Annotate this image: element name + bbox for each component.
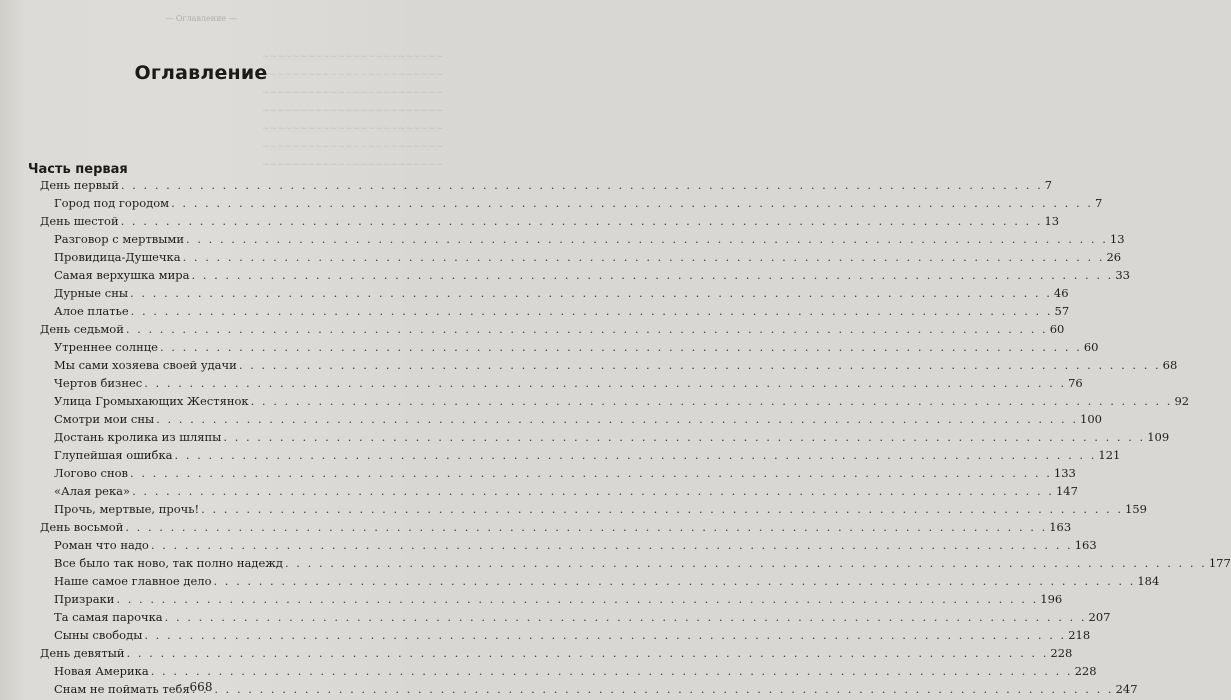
toc-day-entry [40, 518, 1072, 536]
toc-entry-title: Достань кролика из шляпы [54, 430, 222, 444]
toc-leader-dots [151, 662, 1073, 680]
toc-entry-page: 68 [1162, 358, 1178, 372]
toc-leader-dots [223, 428, 1145, 446]
toc-leader-dots [160, 338, 1082, 356]
toc-entry-title: Прочь, мертвые, прочь! [54, 502, 200, 516]
page-title: Оглавление [134, 62, 268, 84]
toc-leader-dots [116, 590, 1038, 608]
toc-entry-page: 121 [1098, 448, 1121, 462]
toc-leader-dots [130, 464, 1052, 482]
toc-leader-dots [125, 518, 1047, 536]
toc-entry-title: Логово снов [54, 466, 129, 480]
toc-leader-dots [239, 356, 1161, 374]
toc-entry-page: 163 [1049, 520, 1072, 534]
toc-chapter-entry [54, 662, 1097, 680]
toc-leader-dots [144, 626, 1066, 644]
toc-entry-title: Дурные сны [54, 286, 129, 300]
toc-entry-page: 100 [1080, 412, 1102, 426]
toc-entry-page: 228 [1074, 664, 1097, 678]
toc-chapter-entry [54, 284, 1069, 302]
toc-entry-title: Самая верхушка мира [54, 268, 190, 282]
toc-chapter-entry [54, 428, 1170, 446]
toc-entry-title: Глупейшая ошибка [54, 448, 173, 462]
toc-entry-title: Призраки [54, 592, 115, 606]
toc-entry-page: 76 [1068, 376, 1083, 390]
toc-leader-dots [130, 284, 1052, 302]
running-head-bleedthrough: — Оглавление — [165, 14, 237, 23]
toc-entry-title: Наше самое главное дело [54, 574, 212, 588]
toc-chapter-entry [54, 266, 1130, 284]
toc-entry-title: День восьмой [40, 520, 124, 534]
toc-entry-title: Смотри мои сны [54, 412, 155, 426]
part-heading: Часть первая [28, 162, 128, 177]
toc-entry-page: 207 [1088, 610, 1111, 624]
toc-entry-title: Чертов бизнес [54, 376, 143, 390]
toc-day-entry [40, 644, 1073, 662]
toc-leader-dots [121, 176, 1043, 194]
toc-entry-page: 163 [1074, 538, 1097, 552]
toc-entry-page: 46 [1053, 286, 1069, 300]
toc-leader-dots [201, 500, 1123, 518]
toc-entry-page: 228 [1050, 646, 1073, 660]
bleed-through-text: ~~~~~~~~~~~~~~~~~~~~~~~~ ~~~~~~~~~~~~~~~~~~~~~~~~ ~~~~~~~~~~~~~~~~~~~~~~~~ ~~~~~~~~~~~~~~~~~~~~~~~~ ~~~~~~~~~~~~~~~~~~~~~~~~ ~~~~~~~~~~~~~~~~~~~~~~~~ ~~~~~~~~~~~~~~~~~~~~~~~~ [262, 52, 443, 170]
page-number: 668 [189, 680, 213, 694]
toc-entry-page: 147 [1055, 484, 1078, 498]
toc-entry-page: 92 [1174, 394, 1190, 408]
toc-entry-page: 247 [1115, 682, 1138, 696]
toc-chapter-entry [54, 392, 1190, 410]
toc-leader-dots [127, 644, 1049, 662]
toc-entry-title: День седьмой [40, 322, 124, 336]
toc-entry-page: 133 [1053, 466, 1076, 480]
toc-entry-title: Все было так ново, так полно надежд [54, 556, 283, 570]
toc-entry-title: Сыны свободы [54, 628, 143, 642]
toc-entry-page: 13 [1109, 232, 1125, 246]
toc-entry-title: День шестой [40, 214, 119, 228]
toc-leader-dots [126, 320, 1048, 338]
toc-chapter-entry [54, 194, 1103, 212]
toc-leader-dots [214, 572, 1136, 590]
toc-entry-title: Новая Америка [54, 664, 149, 678]
toc-chapter-entry [54, 248, 1122, 266]
toc-entry-title: Алое платье [54, 304, 129, 318]
toc-day-entry [40, 176, 1053, 194]
toc-entry-page: 57 [1054, 304, 1070, 318]
toc-entry-page: 109 [1147, 430, 1170, 444]
toc-entry-title: Утреннее солнце [54, 340, 158, 354]
toc-chapter-entry [54, 590, 1063, 608]
toc-day-entry [40, 320, 1065, 338]
toc-entry-page: 159 [1125, 502, 1147, 516]
toc-entry-page: 33 [1115, 268, 1130, 282]
toc-leader-dots [131, 302, 1053, 320]
toc-chapter-entry [54, 500, 1147, 518]
toc-chapter-entry [54, 356, 1178, 374]
toc-chapter-entry [54, 626, 1091, 644]
toc-entry-title: Мы сами хозяева своей удачи [54, 358, 237, 372]
toc-entry-page: 218 [1068, 628, 1091, 642]
toc-leader-dots [175, 446, 1097, 464]
toc-leader-dots [285, 554, 1207, 572]
toc-chapter-entry [54, 572, 1160, 590]
toc-leader-dots [251, 392, 1173, 410]
toc-chapter-entry [54, 554, 1231, 572]
toc-leader-dots [191, 266, 1113, 284]
toc-entry-page: 26 [1106, 250, 1122, 264]
toc-leader-dots [183, 248, 1105, 266]
toc-chapter-entry [54, 446, 1121, 464]
toc-entry-title: Улица Громыхающих Жестянок [54, 394, 249, 408]
toc-entry-page: 7 [1094, 196, 1103, 210]
toc-chapter-entry [54, 338, 1099, 356]
toc-entry-title: Та самая парочка [54, 610, 163, 624]
toc-day-entry [40, 212, 1060, 230]
toc-entry-page: 184 [1137, 574, 1160, 588]
toc-chapter-entry [54, 482, 1078, 500]
toc-entry-title: Провидица-Душечка [54, 250, 181, 264]
toc-entry-page: 196 [1040, 592, 1063, 606]
toc-entry-page: 7 [1044, 178, 1053, 192]
toc-entry-page: 177 [1208, 556, 1231, 570]
toc-chapter-entry [54, 410, 1102, 428]
toc-chapter-entry [54, 302, 1070, 320]
toc-chapter-entry [54, 464, 1076, 482]
toc-leader-dots [186, 230, 1108, 248]
toc-leader-dots [144, 374, 1066, 392]
toc-entry-title: День первый [40, 178, 119, 192]
toc-entry-title: Город под городом [54, 196, 170, 210]
toc-chapter-entry [54, 608, 1111, 626]
toc-entry-title: Разговор с мертвыми [54, 232, 185, 246]
toc-entry-title: День девятый [40, 646, 125, 660]
toc-leader-dots [151, 536, 1073, 554]
toc-entry-page: 13 [1044, 214, 1060, 228]
toc-chapter-entry [54, 536, 1097, 554]
toc-leader-dots [171, 194, 1093, 212]
toc-leader-dots [132, 482, 1054, 500]
toc-chapter-entry [54, 374, 1083, 392]
toc-entry-title: Роман что надо [54, 538, 149, 552]
toc-entry-title: «Алая река» [54, 484, 131, 498]
toc-leader-dots [156, 410, 1078, 428]
toc-leader-dots [165, 608, 1087, 626]
toc-entry-title: Снам не поймать тебя [54, 682, 190, 696]
toc-entry-page: 60 [1083, 340, 1099, 354]
toc-entry-page: 60 [1049, 322, 1065, 336]
toc-chapter-entry [54, 230, 1125, 248]
toc-leader-dots [121, 212, 1043, 230]
